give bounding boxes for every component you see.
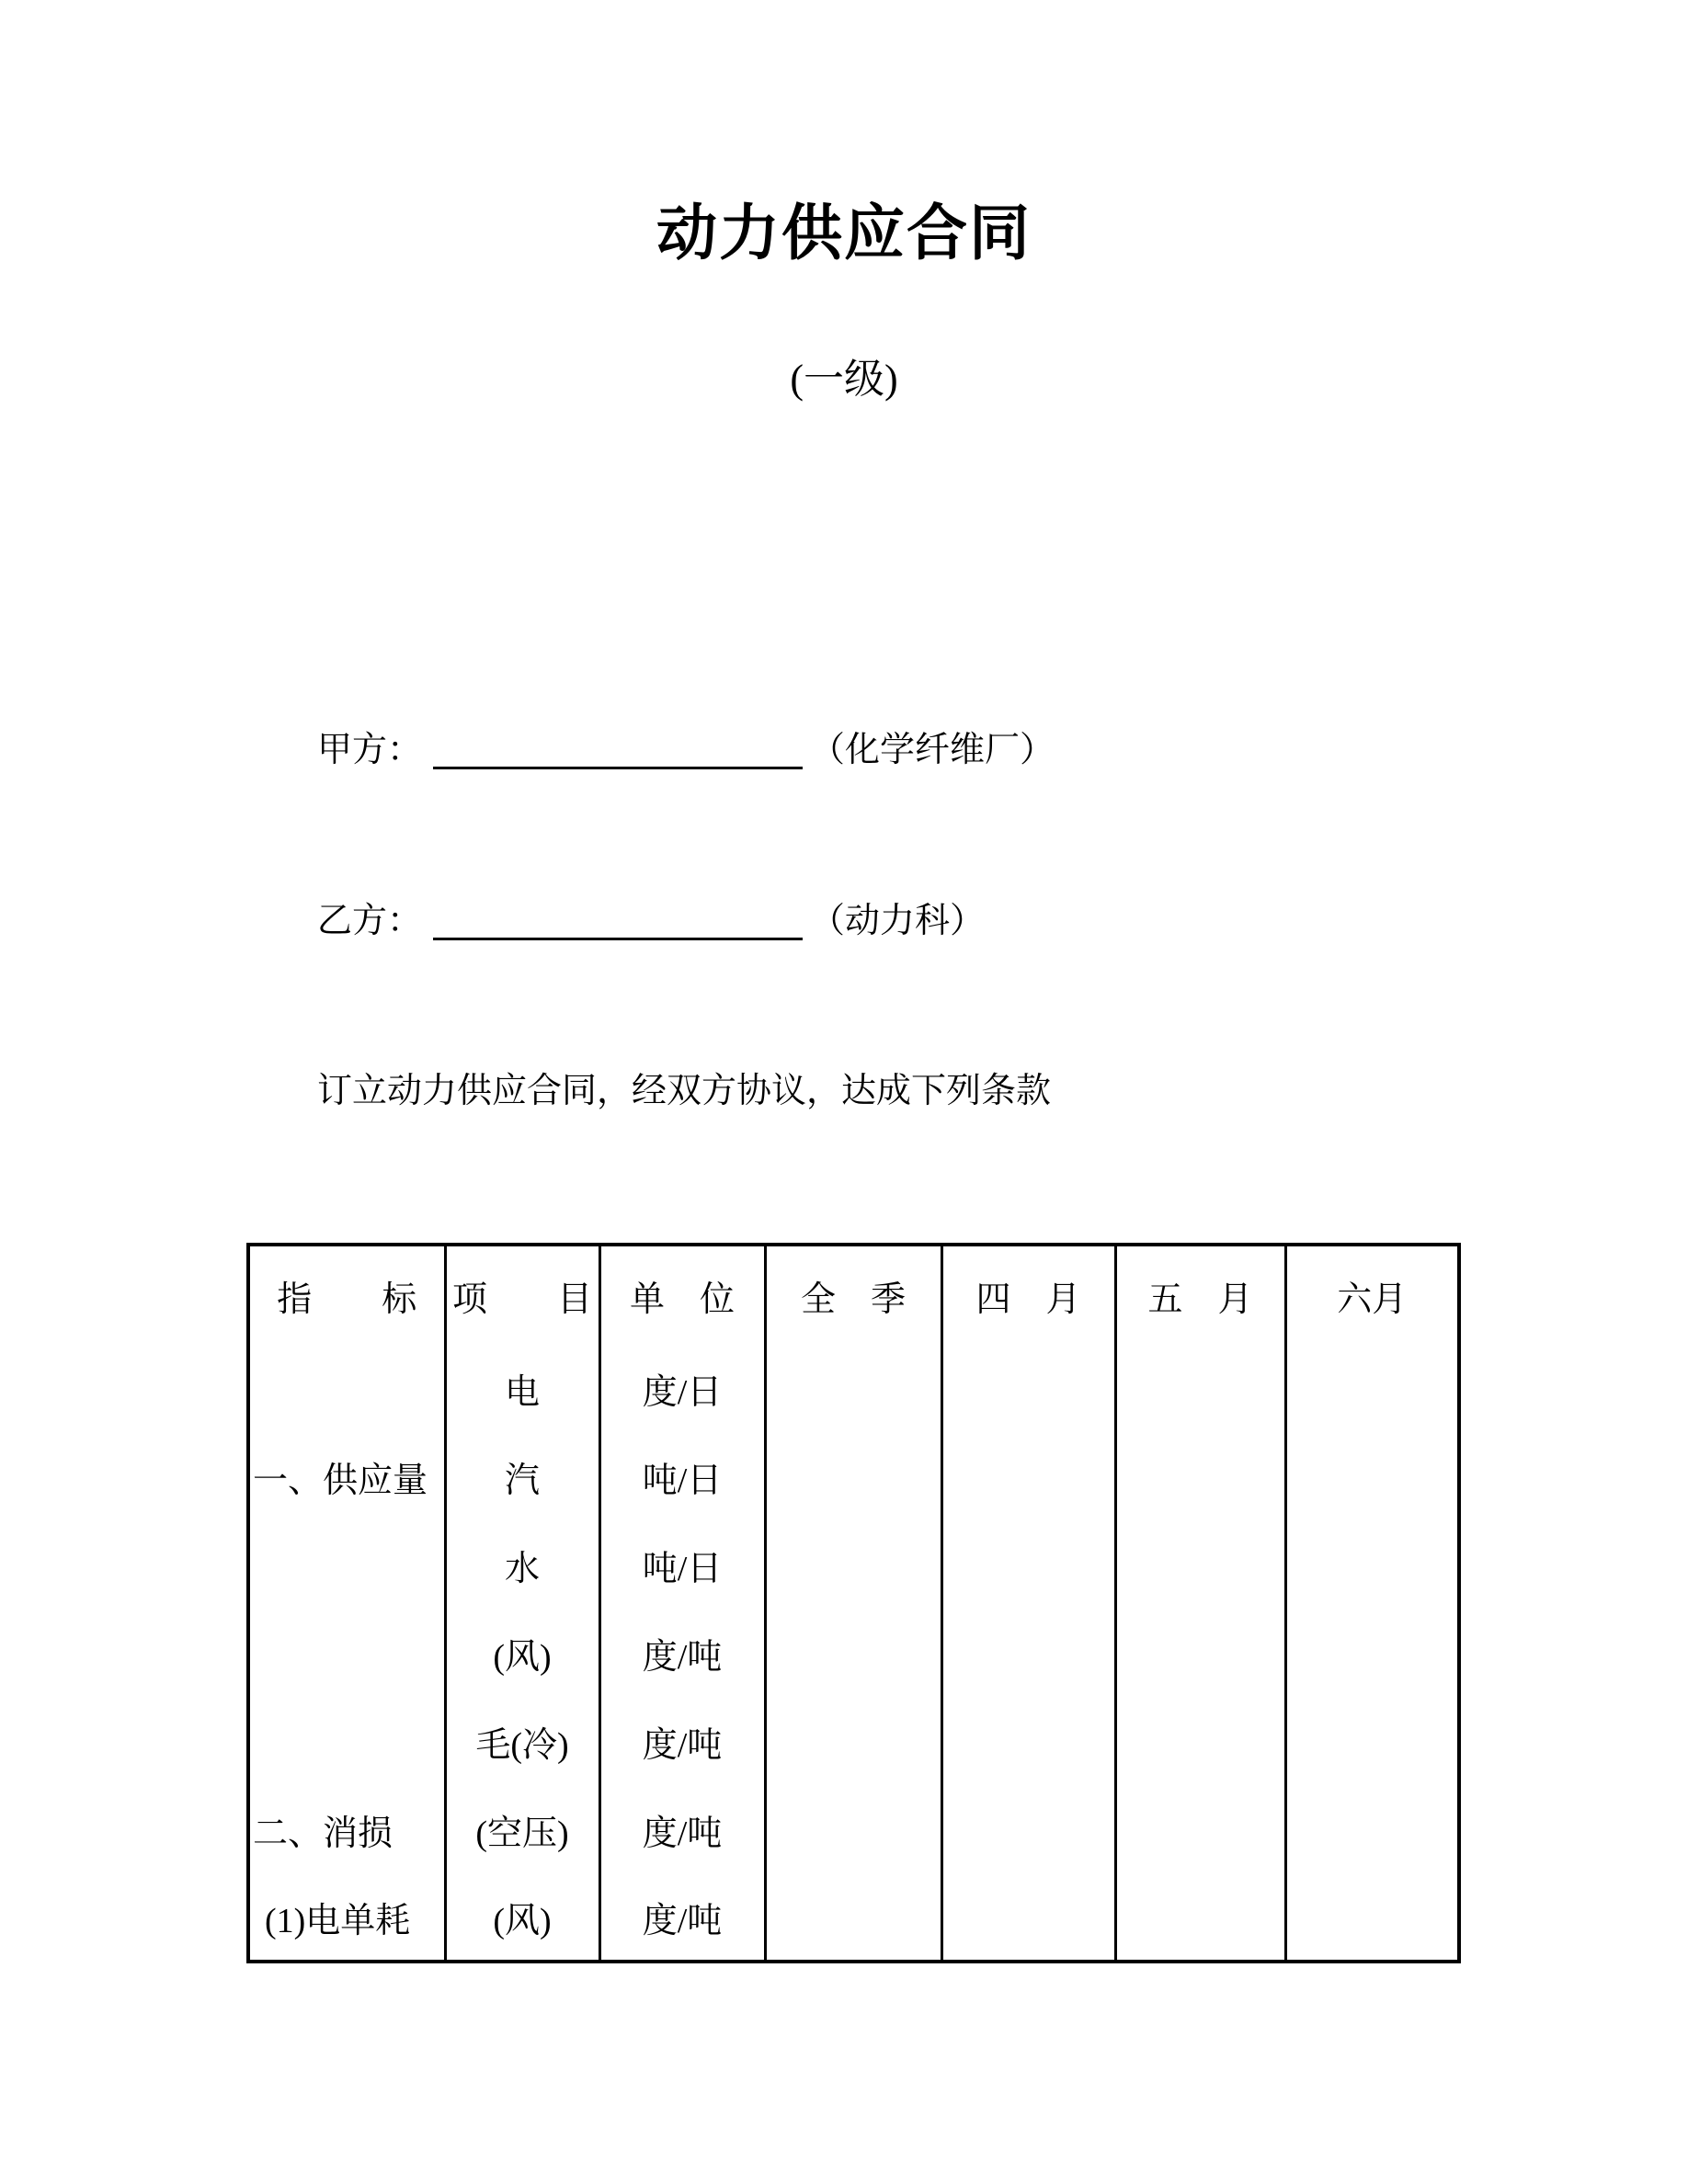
cell-unit: 度/吨 [599, 1785, 765, 1873]
cell-may [1115, 1344, 1285, 1432]
cell-project: 汽 [445, 1432, 599, 1520]
document-subtitle: (一级) [790, 357, 898, 402]
cell-quarter [765, 1432, 941, 1520]
cell-project: 电 [445, 1344, 599, 1432]
table-row [248, 1873, 1459, 1962]
header-june: 六月 [1285, 1245, 1459, 1344]
table-row [248, 1609, 1459, 1697]
table-row [248, 1785, 1459, 1873]
cell-project: 水 [445, 1520, 599, 1609]
cell-may [1115, 1697, 1285, 1785]
party-b-label: 乙方： [317, 902, 423, 940]
cell-quarter [765, 1609, 941, 1697]
cell-unit: 吨/日 [599, 1520, 765, 1609]
cell-indicator: (1)电单耗 [248, 1873, 445, 1962]
cell-june [1285, 1344, 1459, 1432]
cell-unit: 度/吨 [599, 1609, 765, 1697]
cell-may [1115, 1609, 1285, 1697]
cell-may [1115, 1520, 1285, 1609]
cell-quarter [765, 1697, 941, 1785]
cell-quarter [765, 1785, 941, 1873]
cell-unit: 度/吨 [599, 1697, 765, 1785]
cell-indicator [248, 1697, 445, 1785]
cell-june [1285, 1873, 1459, 1962]
table-row [248, 1432, 1459, 1520]
header-april: 四 月 [941, 1245, 1115, 1344]
power-supply-table [246, 1243, 1461, 1963]
header-indicator: 指 标 [248, 1245, 445, 1344]
cell-april [941, 1785, 1115, 1873]
header-project: 项 目 [445, 1245, 599, 1344]
cell-april [941, 1609, 1115, 1697]
cell-indicator [248, 1609, 445, 1697]
party-a-line [317, 730, 1055, 769]
cell-june [1285, 1432, 1459, 1520]
cell-april [941, 1432, 1115, 1520]
party-a-blank-field[interactable] [433, 730, 803, 769]
table-row [248, 1697, 1459, 1785]
table-row [248, 1520, 1459, 1609]
table-header-row [248, 1245, 1459, 1344]
cell-may [1115, 1785, 1285, 1873]
cell-unit: 吨/日 [599, 1432, 765, 1520]
cell-april [941, 1697, 1115, 1785]
cell-quarter [765, 1344, 941, 1432]
cell-unit: 度/吨 [599, 1873, 765, 1962]
cell-indicator [248, 1520, 445, 1609]
cell-project: (风) [445, 1609, 599, 1697]
header-may: 五 月 [1115, 1245, 1285, 1344]
cell-quarter [765, 1520, 941, 1609]
document-title: 动力供应合同 [656, 198, 1032, 268]
cell-project: (空压) [445, 1785, 599, 1873]
cell-indicator [248, 1344, 445, 1432]
cell-may [1115, 1432, 1285, 1520]
cell-indicator: 一、供应量 [248, 1432, 445, 1520]
cell-may [1115, 1873, 1285, 1962]
cell-quarter [765, 1873, 941, 1962]
cell-indicator: 二、消损 [248, 1785, 445, 1873]
cell-june [1285, 1609, 1459, 1697]
party-a-label: 甲方： [317, 731, 423, 769]
cell-june [1285, 1785, 1459, 1873]
cell-april [941, 1873, 1115, 1962]
party-b-blank-field[interactable] [433, 901, 803, 940]
header-quarter: 全 季 [765, 1245, 941, 1344]
cell-project: 毛(冷) [445, 1697, 599, 1785]
party-b-note: （动力科） [810, 902, 986, 940]
cell-june [1285, 1697, 1459, 1785]
party-a-note: （化学纤维厂） [810, 731, 1055, 769]
cell-unit: 度/日 [599, 1344, 765, 1432]
header-unit: 单 位 [599, 1245, 765, 1344]
cell-april [941, 1520, 1115, 1609]
intro-paragraph: 订立动力供应合同，经双方协议，达成下列条款 [317, 1072, 1052, 1110]
party-b-line [317, 901, 985, 940]
cell-june [1285, 1520, 1459, 1609]
cell-april [941, 1344, 1115, 1432]
cell-project: (风) [445, 1873, 599, 1962]
table-row [248, 1344, 1459, 1432]
